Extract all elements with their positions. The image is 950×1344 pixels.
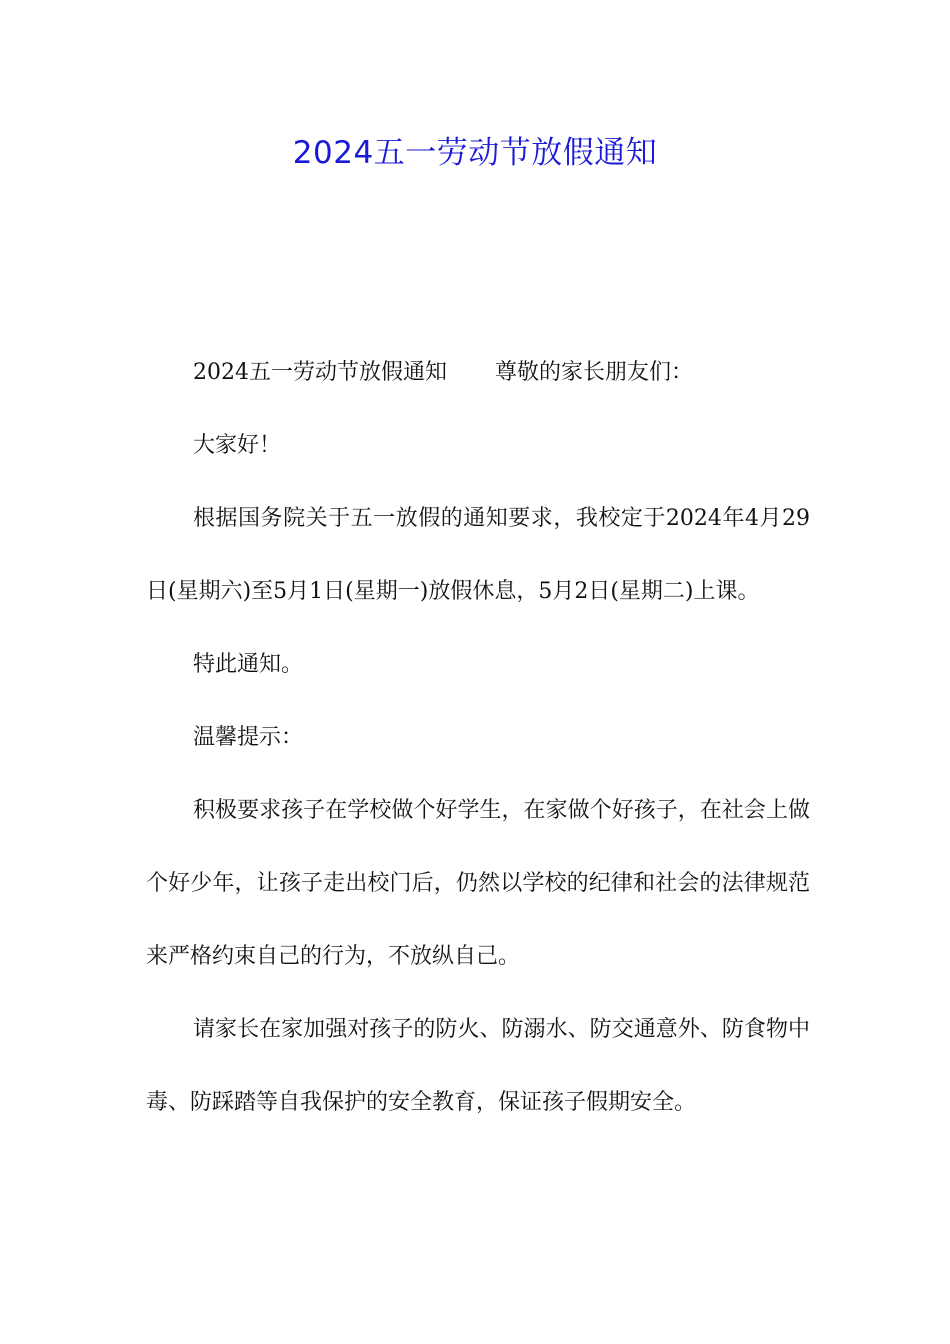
greeting-paragraph: 大家好！ <box>193 433 282 458</box>
salutation: 尊敬的家长朋友们： <box>495 360 694 385</box>
schedule-paragraph: 根据国务院关于五一放假的通知要求，我校定于2024年4月29日(星期六)至5月1日(星期一)放假休息，5月2日(星期二)上课。 <box>146 506 810 604</box>
document-title: 2024五一劳动节放假通知 <box>292 135 658 171</box>
document-body <box>146 336 810 1139</box>
safety-tip-paragraph: 请家长在家加强对孩子的防火、防溺水、防交通意外、防食物中毒、防踩踏等自我保护的安全教育，保证孩子假期安全。 <box>146 1017 810 1115</box>
behavior-tip-paragraph: 积极要求孩子在学校做个好学生，在家做个好孩子，在社会上做个好少年，让孩子走出校门后，仍然以学校的纪律和社会的法律规范来严格约束自己的行为，不放纵自己。 <box>146 798 810 969</box>
tips-heading: 温馨提示： <box>193 725 304 750</box>
notice-heading-inline: 2024五一劳动节放假通知 <box>193 360 447 385</box>
opening-line <box>146 336 810 409</box>
notice-closing: 特此通知。 <box>193 652 304 677</box>
